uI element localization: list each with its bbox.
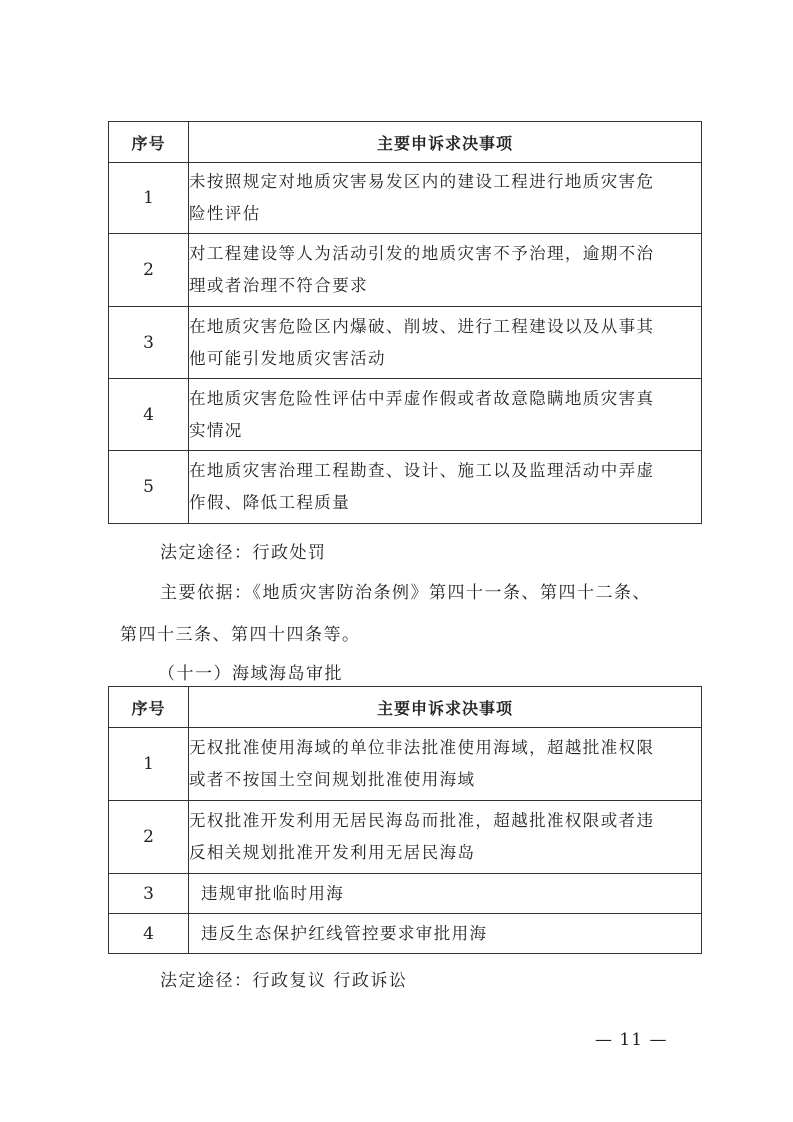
- item-line: 他可能引发地质灾害活动: [189, 348, 386, 368]
- legal-path-text: 法定途径：行政复议 行政诉讼: [160, 971, 408, 991]
- row-number: 2: [109, 234, 189, 307]
- table-row: [109, 379, 702, 451]
- item-line: 在地质灾害治理工程勘查、设计、施工以及监理活动中弄虚: [189, 461, 655, 480]
- item-line: 反相关规划批准开发利用无居民海岛: [189, 843, 476, 862]
- row-number: 1: [109, 728, 189, 801]
- row-item: 违反生态保护红线管控要求审批用海: [189, 914, 702, 954]
- table-row: [109, 451, 702, 524]
- table-row: [109, 801, 702, 874]
- table-row: [109, 874, 702, 914]
- row-item: [189, 307, 702, 379]
- table-row: [109, 234, 702, 307]
- item-line: 理或者治理不符合要求: [189, 276, 368, 295]
- table-row: [109, 914, 702, 954]
- item-line: 无权批准使用海域的单位非法批准使用海域，超越批准权限: [189, 738, 655, 757]
- item-line: 实情况: [189, 420, 243, 440]
- column-header-item: 主要申诉求决事项: [189, 122, 702, 163]
- row-number: 3: [109, 307, 189, 379]
- row-number: 3: [109, 874, 189, 914]
- item-line: 或者不按国土空间规划批准使用海域: [189, 770, 476, 789]
- column-header-number: 序号: [109, 687, 189, 728]
- item-line: 在地质灾害危险性评估中弄虚作假或者故意隐瞒地质灾害真: [189, 388, 655, 408]
- row-item: [189, 801, 702, 874]
- item-line: 在地质灾害危险区内爆破、削坡、进行工程建设以及从事其: [189, 316, 655, 336]
- item-line: 未按照规定对地质灾害易发区内的建设工程进行地质灾害危: [189, 172, 655, 191]
- row-item: [189, 234, 702, 307]
- table-row: [109, 163, 702, 234]
- section-heading: （十一）海域海岛审批: [158, 664, 343, 684]
- page-number: — 11 —: [595, 1030, 668, 1050]
- row-number: 5: [109, 451, 189, 524]
- table-row: [109, 307, 702, 379]
- column-header-number: 序号: [109, 122, 189, 163]
- legal-basis-line: 主要依据：《地质灾害防治条例》第四十一条、第四十二条、: [160, 583, 651, 603]
- legal-path-text: 法定途径：行政处罚: [160, 543, 327, 563]
- table-header-row: [109, 687, 702, 728]
- row-number: 2: [109, 801, 189, 874]
- item-line: 作假、降低工程质量: [189, 493, 351, 512]
- row-item: 违规审批临时用海: [189, 874, 702, 914]
- row-item: [189, 451, 702, 524]
- table-header-row: [109, 122, 702, 163]
- row-item: [189, 379, 702, 451]
- item-line: 险性评估: [189, 204, 261, 223]
- row-item: [189, 728, 702, 801]
- geological-hazard-table: [108, 121, 702, 524]
- row-number: 1: [109, 163, 189, 234]
- item-line: 无权批准开发利用无居民海岛而批准，超越批准权限或者违: [189, 811, 655, 830]
- legal-basis-line: 第四十三条、第四十四条等。: [120, 625, 361, 645]
- sea-island-approval-table: [108, 686, 702, 954]
- item-line: 对工程建设等人为活动引发的地质灾害不予治理，逾期不治: [189, 244, 655, 263]
- row-number: 4: [109, 914, 189, 954]
- row-number: 4: [109, 379, 189, 451]
- column-header-item: 主要申诉求决事项: [189, 687, 702, 728]
- table-row: [109, 728, 702, 801]
- row-item: [189, 163, 702, 234]
